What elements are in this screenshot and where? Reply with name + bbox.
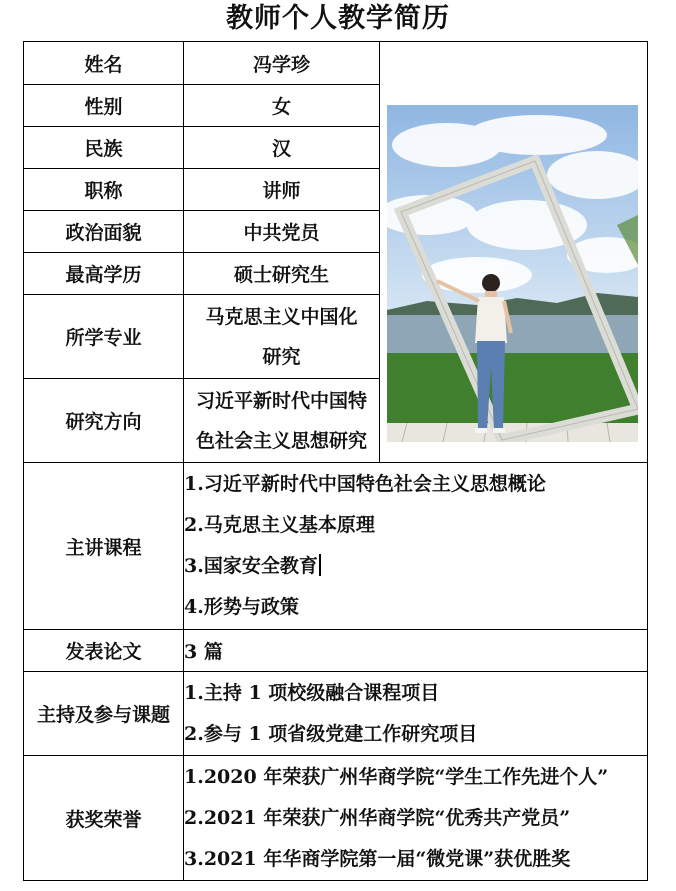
page-title: 教师个人教学简历 <box>226 3 450 34</box>
label-ethnicity: 民族 <box>24 127 184 169</box>
label-job-title: 职称 <box>24 169 184 211</box>
award-item: 3.2021 年华商学院第一届“微党课”获优胜奖 <box>184 847 571 870</box>
text-cursor <box>319 554 321 576</box>
label-political-status: 政治面貌 <box>24 211 184 253</box>
value-name: 冯学珍 <box>184 42 380 85</box>
label-awards: 获奖荣誉 <box>24 756 184 881</box>
value-education: 硕士研究生 <box>184 253 380 295</box>
value-job-title: 讲师 <box>184 169 380 211</box>
course-item: 1.习近平新时代中国特色社会主义思想概论 <box>184 473 546 495</box>
projects-list <box>184 672 648 756</box>
label-papers: 发表论文 <box>24 630 184 672</box>
photo-cell <box>380 42 648 463</box>
value-major-line-2: 研究 <box>262 345 301 368</box>
award-item: 1.2020 年荣获广州华商学院“学生工作先进个人” <box>184 765 609 788</box>
value-research-line-1: 习近平新时代中国特 <box>195 389 367 412</box>
row-name <box>24 42 648 85</box>
row-awards <box>24 756 648 881</box>
row-projects <box>24 672 648 756</box>
resume-table <box>23 41 648 881</box>
label-name: 姓名 <box>24 42 184 85</box>
value-gender: 女 <box>184 85 380 127</box>
value-papers: 3 篇 <box>184 630 648 672</box>
label-major: 所学专业 <box>24 295 184 379</box>
value-ethnicity: 汉 <box>184 127 380 169</box>
value-major <box>184 295 380 379</box>
label-gender: 性别 <box>24 85 184 127</box>
course-item: 4.形势与政策 <box>184 596 299 618</box>
label-research: 研究方向 <box>24 379 184 463</box>
project-item: 1.主持 1 项校级融合课程项目 <box>184 681 440 704</box>
label-courses: 主讲课程 <box>24 463 184 630</box>
value-major-line-1: 马克思主义中国化 <box>205 305 358 328</box>
course-item <box>184 546 647 587</box>
course-item: 2.马克思主义基本原理 <box>184 514 375 536</box>
award-item: 2.2021 年荣获广州华商学院“优秀共产党员” <box>184 806 571 829</box>
row-papers <box>24 630 648 672</box>
value-research <box>184 379 380 463</box>
teacher-photo <box>387 105 638 442</box>
row-courses <box>24 463 648 630</box>
value-research-line-2: 色社会主义思想研究 <box>195 429 367 452</box>
value-political-status: 中共党员 <box>184 211 380 253</box>
courses-list <box>184 463 648 630</box>
project-item: 2.参与 1 项省级党建工作研究项目 <box>184 722 478 745</box>
course-item-text: 3.国家安全教育 <box>184 555 318 577</box>
label-education: 最高学历 <box>24 253 184 295</box>
label-projects: 主持及参与课题 <box>24 672 184 756</box>
awards-list <box>184 756 648 881</box>
